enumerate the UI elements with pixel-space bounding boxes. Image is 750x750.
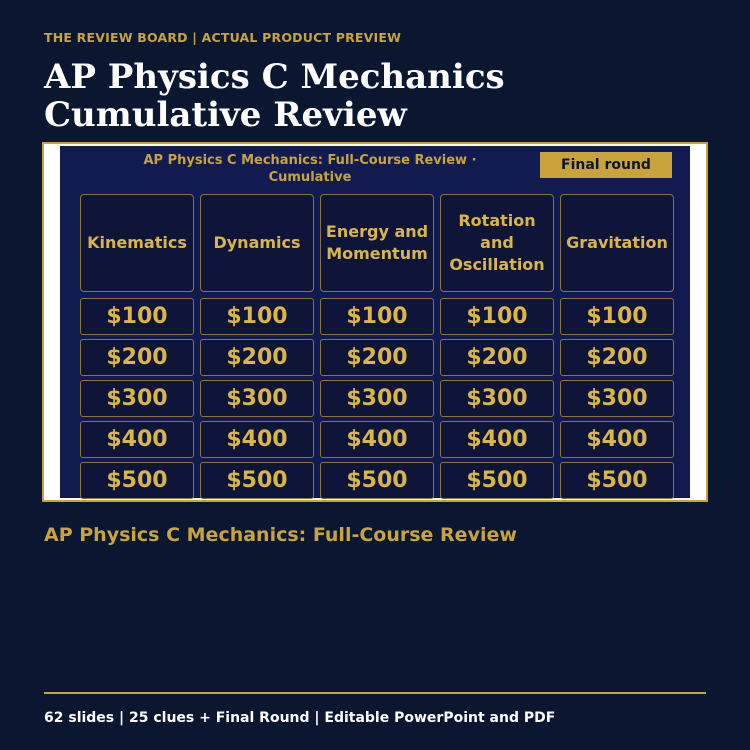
clue-rotation-400[interactable]: $400 — [440, 421, 554, 458]
clue-energy-400[interactable]: $400 — [320, 421, 434, 458]
clue-energy-100[interactable]: $100 — [320, 298, 434, 335]
category-dynamics: Dynamics — [200, 194, 314, 292]
board-title: AP Physics C Mechanics: Full-Course Review · Cumulative — [143, 153, 477, 185]
clue-dynamics-500[interactable]: $500 — [200, 462, 314, 499]
eyebrow-label: THE REVIEW BOARD | ACTUAL PRODUCT PREVIEW — [44, 30, 402, 45]
category-kinematics: Kinematics — [80, 194, 194, 292]
clue-kinematics-400[interactable]: $400 — [80, 421, 194, 458]
clue-kinematics-500[interactable]: $500 — [80, 462, 194, 499]
category-gravitation: Gravitation — [560, 194, 674, 292]
footer-divider — [44, 692, 706, 694]
clue-rotation-200[interactable]: $200 — [440, 339, 554, 376]
clue-energy-300[interactable]: $300 — [320, 380, 434, 417]
clue-rotation-100[interactable]: $100 — [440, 298, 554, 335]
product-subtitle: AP Physics C Mechanics: Full-Course Review — [44, 524, 517, 546]
page-title: AP Physics C Mechanics Cumulative Review — [44, 57, 505, 135]
clue-kinematics-200[interactable]: $200 — [80, 339, 194, 376]
category-rotation-and-oscillation: Rotation and Oscillation — [440, 194, 554, 292]
clue-gravitation-200[interactable]: $200 — [560, 339, 674, 376]
clue-gravitation-400[interactable]: $400 — [560, 421, 674, 458]
clue-dynamics-400[interactable]: $400 — [200, 421, 314, 458]
clue-energy-500[interactable]: $500 — [320, 462, 434, 499]
product-details: 62 slides | 25 clues + Final Round | Editable PowerPoint and PDF — [44, 710, 556, 726]
final-round-button[interactable]: Final round — [540, 152, 672, 178]
board-preview-frame — [42, 142, 708, 502]
clue-dynamics-300[interactable]: $300 — [200, 380, 314, 417]
clue-gravitation-300[interactable]: $300 — [560, 380, 674, 417]
clue-gravitation-500[interactable]: $500 — [560, 462, 674, 499]
clue-rotation-500[interactable]: $500 — [440, 462, 554, 499]
clue-rotation-300[interactable]: $300 — [440, 380, 554, 417]
clue-dynamics-200[interactable]: $200 — [200, 339, 314, 376]
clue-energy-200[interactable]: $200 — [320, 339, 434, 376]
game-board — [60, 146, 690, 498]
clue-gravitation-100[interactable]: $100 — [560, 298, 674, 335]
clue-dynamics-100[interactable]: $100 — [200, 298, 314, 335]
clue-kinematics-100[interactable]: $100 — [80, 298, 194, 335]
category-energy-and-momentum: Energy and Momentum — [320, 194, 434, 292]
clue-kinematics-300[interactable]: $300 — [80, 380, 194, 417]
